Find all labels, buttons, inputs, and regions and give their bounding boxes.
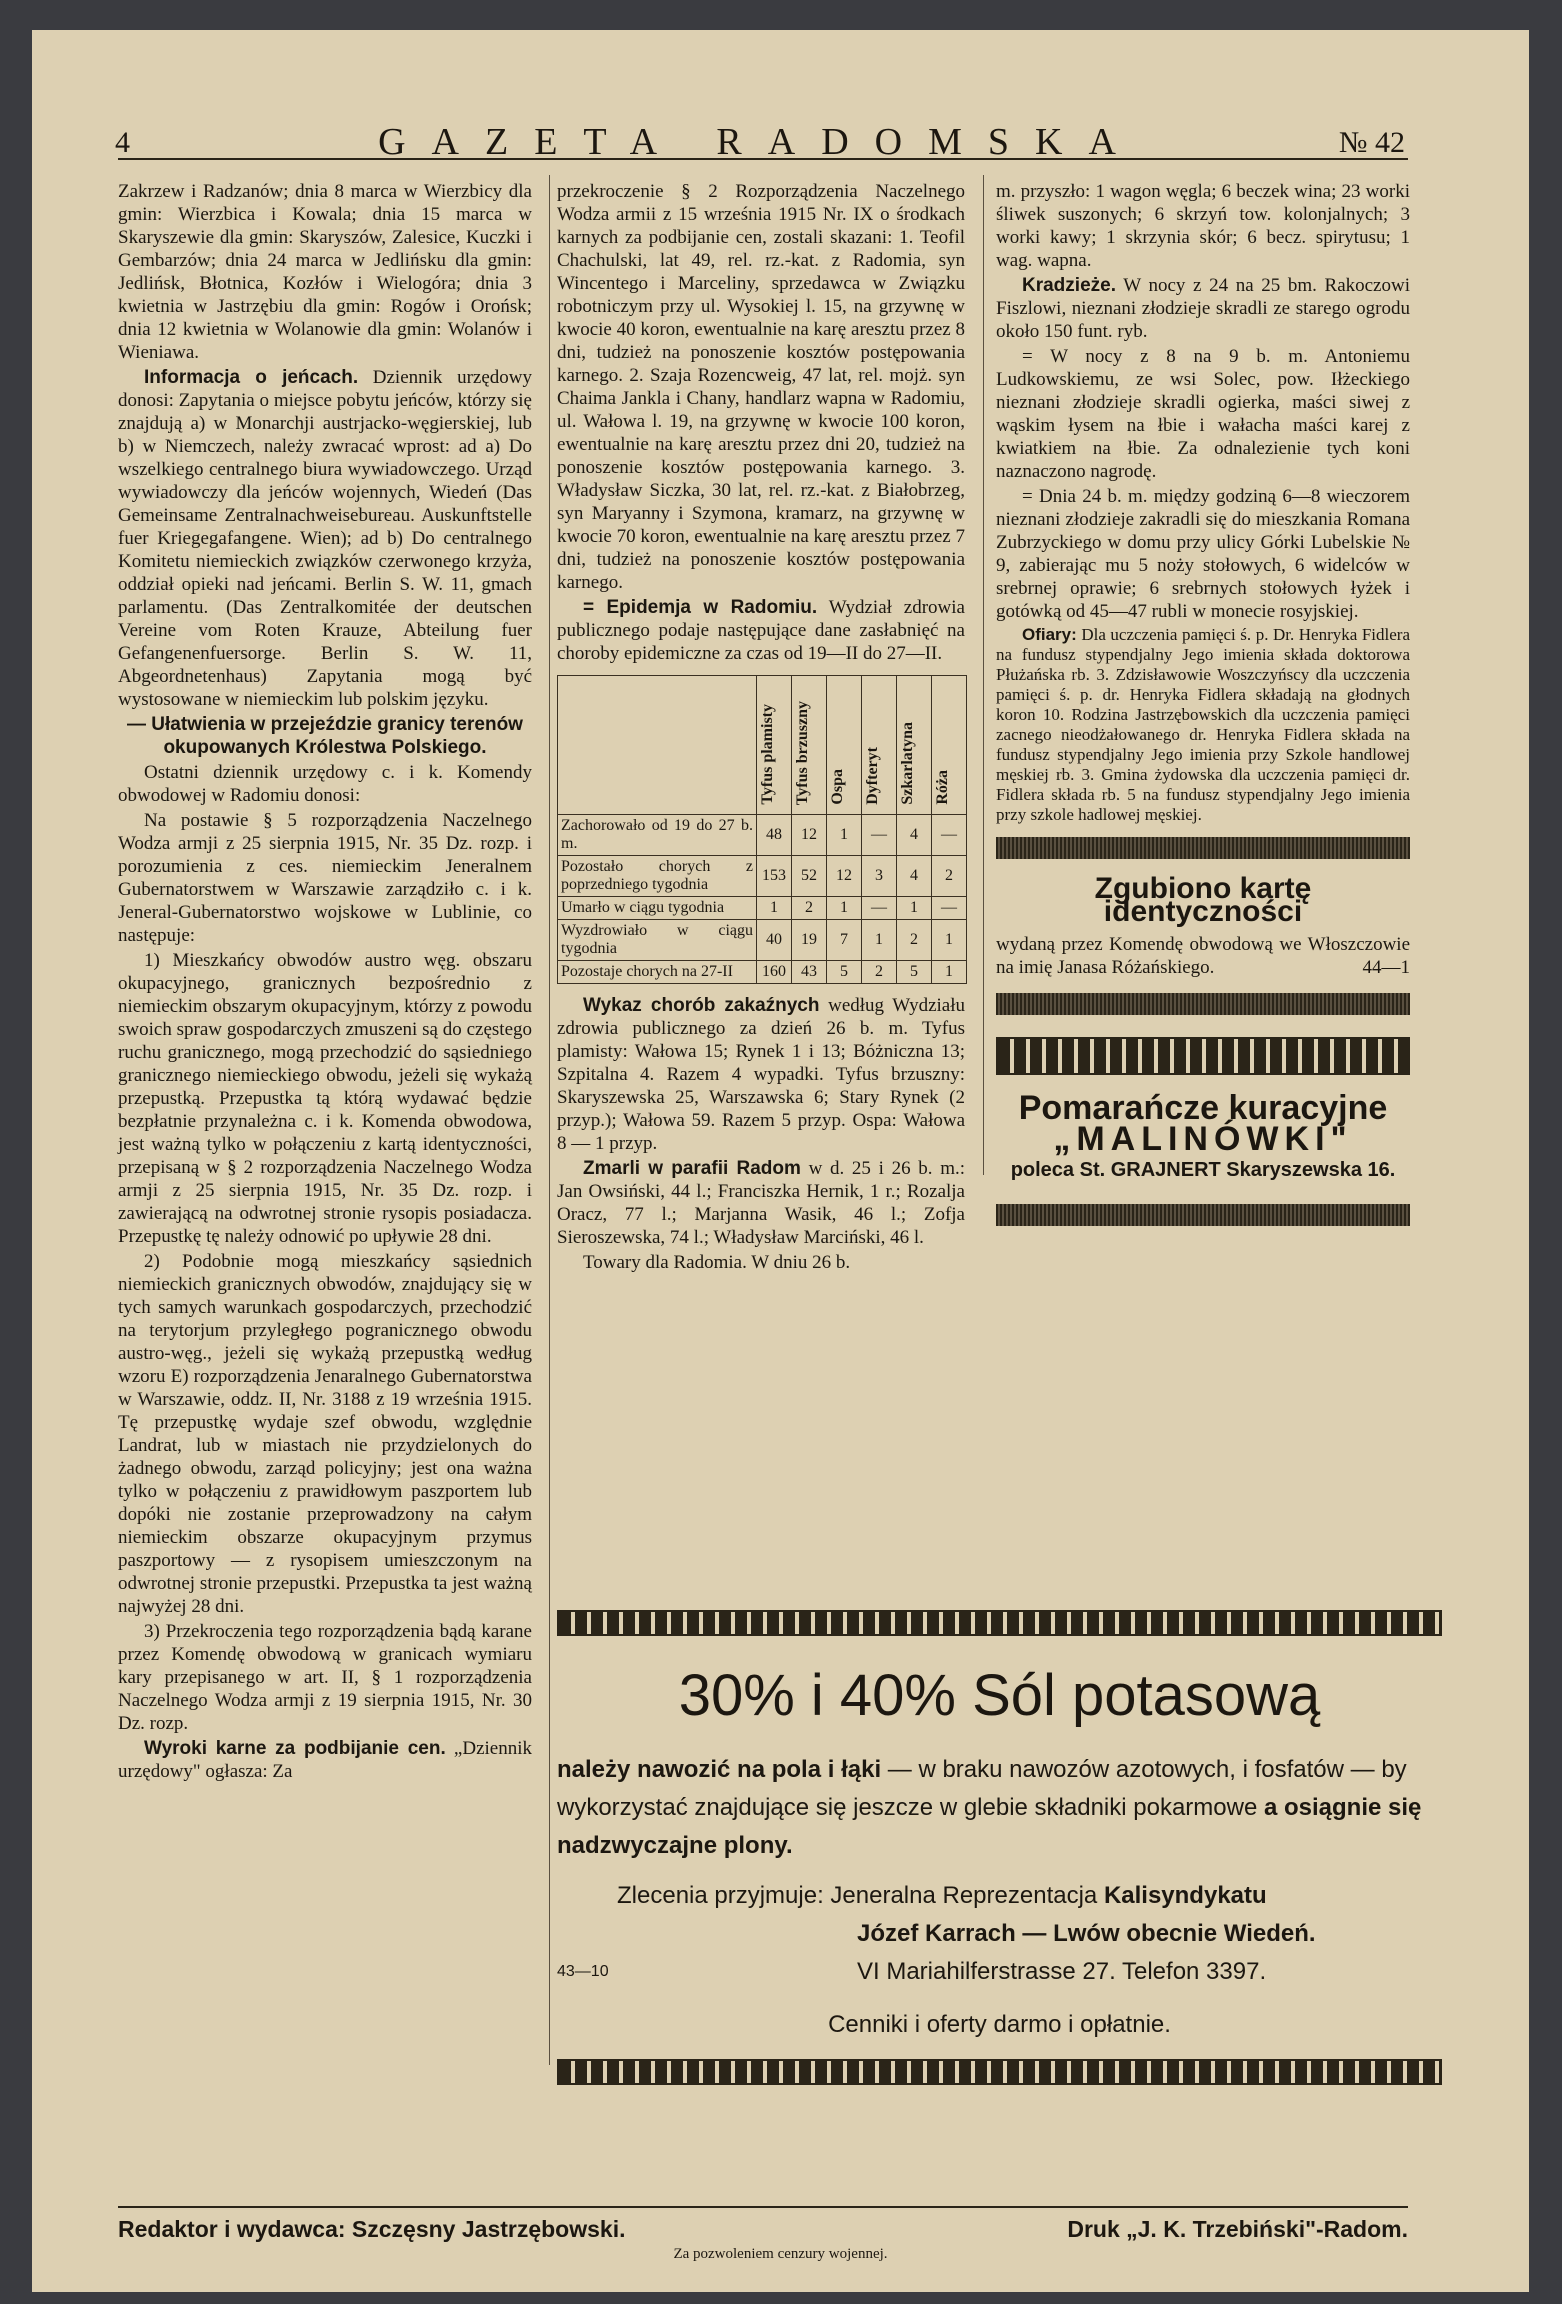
table-row: Wyzdrowiało w ciągu tygodnia 40 19 7 1 2 1 <box>558 920 967 961</box>
epidemic-table <box>557 675 967 984</box>
page-number: 4 <box>115 126 130 159</box>
article-heading: = Epidemja w Radomiu. <box>583 597 818 618</box>
ad-oranges-brand: „MALINÓWKI" <box>1053 1120 1353 1158</box>
article-text: Dla uczczenia pamięci ś. p. Dr. Henryka Fidlera na fundusz stypendjalny Jego imienia składa doktorowa Płużańska rb. 3. Zdzisławowie Woszczyńscy dla uczczenia pamięci ś. p. dr. Henryka Fidlera składają na głodnych koron 10. Rodzina Jastrzębowskich dla uczczenia pamięci zacnego nieodżałowanego dr. Henryka Fidlera składa na fundusz stypendjalny Jego imienia przy Szkole handlowej męskiej rb. 3. Gmina żydowska dla uczczenia pamięci dr. Fidlera składa rb. 5 na fundusz stypendjalny Jego imienia przy szkole hadlowej męskiej. <box>996 625 1410 824</box>
ad-chain-border <box>557 1610 1442 1636</box>
ad-border <box>996 993 1410 1015</box>
table-row: Pozostaje chorych na 27-II 160 43 5 2 5 1 <box>558 961 967 984</box>
footer <box>118 2206 1408 2243</box>
article-text: Zakrzew i Radzanów; dnia 8 marca w Wierzbicy dla gmin: Wierzbica i Kowala; dnia 15 marca w Skaryszewie dla gmin: Skaryszów, Zalesice, Kuczki i Gembarzów; dnia 24 marca w Jedlińsku dla gmin: Jedlińsk, Błotnica, Kozłów i Wielogóra; dnia 3 kwietnia w Jastrzębiu dla gmin: Rogów i Orońsk; dnia 12 kwietnia w Wolanowie dla gmin: Wolanów i Wieniawa. <box>118 181 532 363</box>
article-text: Towary dla Radomia. W dniu 26 b. <box>583 1252 851 1273</box>
article-text: „Dziennik urzędowy" ogłasza: Za <box>118 1738 532 1782</box>
censorship-note: Za pozwoleniem cenzury wojennej. <box>673 2246 888 2262</box>
table-row: Zachorowało od 19 do 27 b. m. 48 12 1 — 4 — <box>558 815 967 856</box>
article-text: = Dnia 24 b. m. między godziną 6—8 wieczorem nieznani złodzieje zakradli się do mieszkania Romana Zubrzyckiego w domu przy ulicy Górki Lubelskie № 9, zabierając mu 5 noży stołowych, 6 widelców w srebrnej oprawie; 6 srebrnych stołowych łyżek i gotówką od 45—47 rubli w monecie rosyjskiej. <box>996 486 1410 622</box>
editor-line: Redaktor i wydawca: Szczęsny Jastrzębowski. <box>118 2216 626 2242</box>
table-row: Pozostało chorych z poprzedniego tygodnia 153 52 12 3 4 2 <box>558 856 967 897</box>
masthead: GAZETA RADOMSKA <box>378 121 1142 163</box>
ad-chain-border <box>557 2059 1442 2085</box>
ad-potash-body: należy nawozić na pola i łąki — w braku nawozów azotowych, i fosfatów — by wykorzystać znajdujące się jeszcze w glebie składniki pokarmowe a osiągnie się nadzwyczajne plony. <box>557 1756 1422 1859</box>
article-heading: Wykaz chorób zakaźnych <box>583 995 820 1016</box>
ad-potash <box>557 1610 1442 2085</box>
ad-potash-cenniki: Cenniki i oferty darmo i opłatnie. <box>828 2011 1171 2038</box>
article-text: według Wydziału zdrowia publicznego za dzień 26 b. m. Tyfus plamisty: Wałowa 15; Rynek 1 i 13; Bóżniczna 13; Szpitalna 4. Razem 4 wypadki. Tyfus brzuszny: Skaryszewska 25, Warszawska 6; Stary Rynek (2 przyp.); Wałowa 59. Razem 5 przyp. Ospa: Wałowa 8 — 1 przyp. <box>557 995 966 1154</box>
ad-potash-orders: Zlecenia przyjmuje: Jeneralna Reprezentacja Kalisyndykatu Józef Karrach — Lwów obecnie Wiedeń. 43—10 VI Mariahilferstrasse 27. Telefon 3397. <box>557 1877 1442 1991</box>
ad-oranges-text: poleca St. GRAJNERT Skaryszewska 16. <box>1010 1159 1396 1181</box>
article-text: 2) Podobnie mogą mieszkańcy sąsiednich niemieckich granicznych obwodów, znajdujący się w tych samych warunkach gospodarczych, przechodzić na terytorjum przyległego pogranicznego obwodu austro-węg., jeżeli się wykażą przepustką według wzoru E) rozporządzenia Jenaralnego Gubernatorstwa w Warszawie, oddz. II, Nr. 3188 z 19 września 1915. Tę przepustkę wydaje szef obwodu, względnie Landrat, lub w miastach nie przydzielonych do żadnego obwodu, zarząd policyjny; jest ona ważna tylko w połączeniu z prawidłowym paszportem lub dopóki nie zostanie przeprowadzony na całym niemieckim obszarze okupacyjnym przymus paszportowy — z rysopisem umieszczonym na odwrotnej stronie przepustki. Przepustka ta jest ważną najwyżej 28 dni. <box>118 1251 532 1617</box>
article-text: 3) Przekroczenia tego rozporządzenia bądą karane przez Komendę obwodową w granicach wymiaru kary przepisanego w art. II, § 1 rozporządzenia Naczelnego Wodza armji z 19 sierpnia 1915, Nr. 30 Dz. rozp. <box>118 1621 532 1734</box>
column-divider <box>983 175 984 1175</box>
ad-oranges-title: Pomarańcze kuracyjne <box>1018 1089 1388 1127</box>
article-text: przekroczenie § 2 Rozporządzenia Naczelnego Wodza armii z 15 września 1915 Nr. IX o środkach karnych za podbijanie cen, zostali skazani: 1. Teofil Chachulski, lat 49, rel. rz.-kat. z Radomia, syn Wincentego i Marceliny, sprzedawca w Związku robotniczym przy ul. Wysokiej l. 15, na grzywnę w kwocie 40 koron, ewentualnie na karę aresztu przez 8 dni, tudzież na ponoszenie kosztów postępowania karnego. 2. Szaja Rozencweig, 47 lat, rel. mojż. syn Chaima Jankla i Chany, handlarz wapna w Radomiu, ul. Wałowa l. 19, na grzywnę w kwocie 100 koron, ewentualnie na karę aresztu przez dni 20, tudzież na ponoszenie kosztów postępowania karnego. 3. Władysław Siczka, 30 lat, rel. rz.-kat. z Białobrzeg, syn Maryanny i Szymona, kramarz, na grzywnę w kwocie 70 koron, ewentualnie na karę aresztu przez 7 dni, tudzież na ponoszenie kosztów postępowania karnego. <box>557 181 965 593</box>
newspaper-page <box>32 30 1529 2292</box>
table-header: Róża <box>932 676 967 815</box>
column-2 <box>557 180 965 1276</box>
column-1 <box>118 180 532 1785</box>
article-heading: Ofiary: <box>1022 625 1077 644</box>
article-heading: Wyroki karne za podbijanie cen. <box>144 1738 446 1759</box>
table-row: Umarło w ciągu tygodnia 1 2 1 — 1 — <box>558 897 967 920</box>
article-text: = W nocy z 8 na 9 b. m. Antoniemu Ludkowskiemu, ze wsi Solec, pow. Iłżeckiego nieznani złodzieje skradli ogierka, maści siwej z wąskim łysem na łbie i wałacha maści karej z kwiatkiem na łbie. Za odnalezienie tych koni naznaczono nagrodę. <box>996 346 1410 482</box>
ad-potash-title: 30% i 40% Sól potasową <box>678 1663 1321 1728</box>
table-header: Dyfteryt <box>862 676 897 815</box>
article-text: 1) Mieszkańcy obwodów austro węg. obszaru okupacyjnego, granicznych bezpośrednio z niemieckim obszarym okupacyjnym, którzy z powodu swoich spraw gospodarczych zmuszeni są do częstego ruchu granicznego, mogą przechodzić do sąsiedniego granicznego niemieckiego obwodu, jeżeli się wykażą przepustką. Przepustka tą którą wydawać będzie bezpłatnie przynależna c. i k. Komenda obwodowa, jest ważną tylko w połączeniu z kartą identyczności, przepisaną w § 2 rozporządzenia Naczelnego Wodza armji z 25 sierpnia 1915, Nr. 35 Dz. rozp. i zawierającą na odwrotnej stronie rysopis posiadacza. Przepustkę tę należy odnowić po upływie 28 dni. <box>118 950 532 1247</box>
column-3 <box>996 180 1410 1232</box>
column-divider <box>549 175 550 2065</box>
ad-greek-key-border <box>996 1037 1410 1075</box>
article-heading: Kradzieże. <box>1022 275 1116 296</box>
table-header: Ospa <box>827 676 862 815</box>
article-heading: — Ułatwienia w przejeździe granicy terenów okupowanych Królestwa Polskiego. <box>127 714 523 758</box>
header-rule <box>118 158 1408 160</box>
ad-border <box>996 837 1410 859</box>
article-heading: Informacja o jeńcach. <box>144 367 359 388</box>
ad-border <box>996 1204 1410 1226</box>
article-text: Wydział zdrowia publicznego podaje następujące dane zasłabnięć na choroby epidemiczne za czas od 19—II do 27—II. <box>557 597 965 664</box>
table-header: Tyfus brzuszny <box>792 676 827 815</box>
article-text: Ostatni dziennik urzędowy c. i k. Komendy obwodowej w Radomiu donosi: <box>118 762 532 806</box>
issue-number: № 42 <box>1338 126 1405 159</box>
article-heading: Zmarli w parafii Radom <box>583 1158 801 1179</box>
printer-line: Druk „J. K. Trzebiński"-Radom. <box>1067 2216 1408 2242</box>
article-text: w d. 25 i 26 b. m.: Jan Owsiński, 44 l.; Franciszka Hernik, 1 r.; Rozalja Oracz, 77 l.; Marjanna Wasik, 46 l.; Zofja Sieroszewska, 74 l.; Władysław Marciński, 46 l. <box>557 1158 966 1248</box>
ad-code: 44—1 <box>1362 957 1410 978</box>
article-text: m. przyszło: 1 wagon węgla; 6 beczek wina; 23 worki śliwek suszonych; 6 skrzyń tow. kolonjalnych; 3 worki kawy; 1 skrzynia skór; 6 becz. spirytusu; 1 wag. wapna. <box>996 181 1410 271</box>
table-header: Szkarlatyna <box>897 676 932 815</box>
page-header <box>115 96 1405 163</box>
table-header: Tyfus plamisty <box>757 676 792 815</box>
article-text: Na postawie § 5 rozporządzenia Naczelnego Wodza armji z 25 sierpnia 1915, Nr. 35 Dz. rozp. i porozumienia z ces. niemieckim Jeneralnem Gubernatorstwem w Warszawie zarządziło c. i k. Jeneral-Gubernatorstwo wojskowe w Lublinie, co następuje: <box>118 810 532 946</box>
article-text: W nocy z 24 na 25 bm. Rakoczowi Fiszlowi, nieznani złodzieje skradli ze starego ogrodu około 150 funt. ryb. <box>996 275 1410 342</box>
article-text: Dziennik urzędowy donosi: Zapytania o miejsce pobytu jeńców, którzy się znajdują a) w Monarchji austrjacko-węgierskiej, lub b) w Niemczech, należy zwracać wprost: ad a) Do wszelkiego centralnego biura wywiadowczego. Urząd wywiadowczy dla jeńców wojennych, Wiedeń (Das Gemeinsame Zentralnachweisebureau. Auskunftstelle fuer Kriegegafangene. Wien); ad b) Do centralnego Komitetu niemieckich związków czerwonego krzyża, oddział opieki nad jeńcami. Berlin S. W. 11, gmach parlamentu. (Das Zentralkomitée der deutschen Vereine vom Roten Krauze, Abteilung fuer Gefangenenfuersorge. Berlin S. W. 11, Abgeordnetenhaus) Zapytania mogą być wystosowane w niemieckim lub polskim języku. <box>118 367 533 710</box>
ad-lost-id-text: wydaną przez Komendę obwodową we Włoszczowie na imię Janasa Różańskiego. 44—1 <box>996 934 1410 978</box>
ad-lost-id-title: Zgubiono kartę identyczności <box>1094 872 1312 928</box>
ad-code: 43—10 <box>557 1963 609 1980</box>
